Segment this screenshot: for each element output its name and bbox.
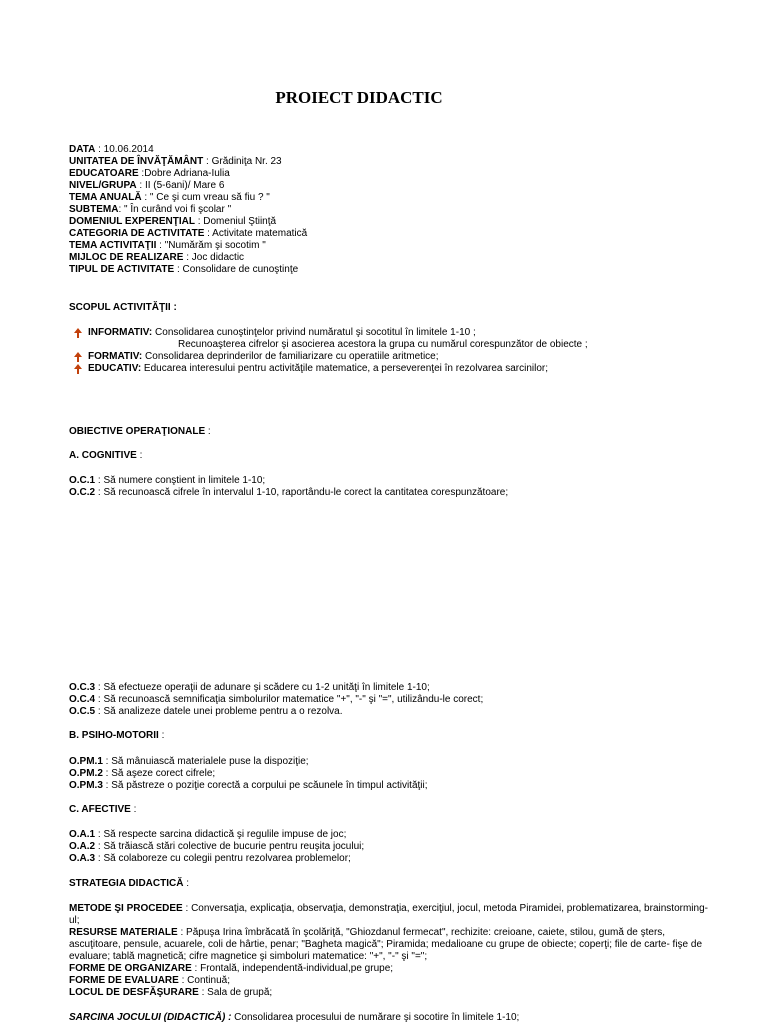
field-educatoare bbox=[69, 168, 230, 180]
arrow-bullet-icon bbox=[73, 364, 83, 378]
field-value: : " În curând voi fi şcolar " bbox=[118, 204, 232, 215]
field-value: : Domeniul Ştiinţă bbox=[194, 216, 277, 227]
field-label: NIVEL/GRUPA bbox=[69, 180, 137, 191]
list-item-educativ bbox=[88, 363, 548, 375]
field-value: : Consolidare de cunoştinţe bbox=[174, 264, 299, 275]
field-value: : II (5-6ani)/ Mare 6 bbox=[136, 180, 225, 191]
list-item-text: Educarea interesului pentru activităţile matematice, a perseverenţei în rezolvarea sarcinilor; bbox=[141, 363, 549, 374]
list-item-continuation: Recunoaşterea cifrelor şi asocierea acestora la grupa cu numărul corespunzător de obiecte ; bbox=[178, 339, 588, 350]
objective-oa1: O.A.1 : Să respecte sarcina didactică şi regulile impuse de joc; bbox=[69, 829, 347, 840]
list-item-label: EDUCATIV: bbox=[88, 363, 142, 374]
list-item-text: Consolidarea deprinderilor de familiarizare cu operatiile aritmetice; bbox=[142, 351, 439, 362]
section-heading-strategia: STRATEGIA DIDACTICĂ : bbox=[69, 878, 190, 889]
subheading-psiho-motorii: B. PSIHO-MOTORII : bbox=[69, 730, 165, 741]
objective-oc5: O.C.5 : Să analizeze datele unei probleme pentru a o rezolva. bbox=[69, 706, 343, 717]
field-label: EDUCATOARE bbox=[69, 168, 139, 179]
field-resurse: RESURSE MATERIALE : Păpuşa Irina îmbrăcată în şcolăriţă, "Ghiozdanul fermecat", rechizite: creioane, caiete, stilou, gumă de şters, ascuţitoare, pensule, acuarele, coli de hârtie, penar; "Bagheta magică"; Piramida; medalioane cu grupe de obiecte; coperţi; file de carte- fişe de evaluare; tablă magnetică; cifre magnetice şi simboluri matematice: "+", "-" şi "="; bbox=[69, 927, 703, 962]
field-locul: LOCUL DE DESFĂŞURARE : Sala de grupă; bbox=[69, 987, 273, 998]
field-metode: METODE ŞI PROCEDEE : Conversaţia, explicaţia, observaţia, demonstraţia, exerciţiul, jocul, metoda Piramidei, problematizarea, brainstorming-ul; bbox=[69, 903, 708, 926]
subheading-cognitive: A. COGNITIVE : bbox=[69, 450, 143, 461]
field-subtema bbox=[69, 204, 231, 216]
field-label: UNITATEA DE ÎNVĂŢĂMÂNT bbox=[69, 156, 204, 167]
objective-opm3: O.PM.3 : Să păstreze o poziţie corectă a corpului pe scăunele în timpul activităţii; bbox=[69, 780, 428, 791]
list-item-formativ bbox=[88, 351, 439, 363]
field-tipul bbox=[69, 264, 298, 276]
field-label: MIJLOC DE REALIZARE bbox=[69, 252, 184, 263]
field-value: : 10.06.2014 bbox=[95, 144, 154, 155]
objective-oa2: O.A.2 : Să trăiască stări colective de bucurie pentru reuşita jocului; bbox=[69, 841, 365, 852]
arrow-bullet-icon bbox=[73, 328, 83, 342]
list-item-text: Consolidarea cunoştinţelor privind număratul şi socotitul în limitele 1-10 ; bbox=[152, 327, 476, 338]
field-value: : Activitate matematică bbox=[204, 228, 308, 239]
field-mijloc bbox=[69, 252, 244, 264]
section-heading-scop: SCOPUL ACTIVITĂŢII : bbox=[69, 302, 177, 313]
list-item-label: FORMATIV: bbox=[88, 351, 143, 362]
field-value: : "Numărăm şi socotim " bbox=[156, 240, 266, 251]
section-heading-obiective: OBIECTIVE OPERAŢIONALE : bbox=[69, 426, 211, 437]
objective-opm1: O.PM.1 : Să mânuiască materialele puse la dispoziţie; bbox=[69, 756, 309, 767]
field-label: SUBTEMA bbox=[69, 204, 119, 215]
objective-oc4: O.C.4 : Să recunoască semnificaţia simbolurilor matematice "+", "-" şi "=", utilizându-le corect; bbox=[69, 694, 484, 705]
field-value: : Grădiniţa Nr. 23 bbox=[203, 156, 282, 167]
field-value: :Dobre Adriana-Iulia bbox=[138, 168, 230, 179]
objective-opm2: O.PM.2 : Să aşeze corect cifrele; bbox=[69, 768, 216, 779]
field-tema-activitatii bbox=[69, 240, 266, 252]
field-label: TIPUL DE ACTIVITATE bbox=[69, 264, 175, 275]
field-data bbox=[69, 144, 154, 156]
objective-oc3: O.C.3 : Să efectueze operaţii de adunare şi scădere cu 1-2 unităţi în limitele 1-10; bbox=[69, 682, 430, 693]
field-label: TEMA ACTIVITAŢII bbox=[69, 240, 157, 251]
field-label: DOMENIUL EXPERENŢIAL bbox=[69, 216, 195, 227]
objective-oc2: O.C.2 : Să recunoască cifrele în intervalul 1-10, raportându-le corect la cantitatea corespunzătoare; bbox=[69, 487, 509, 498]
subheading-afective: C. AFECTIVE : bbox=[69, 804, 137, 815]
field-label: TEMA ANUALĂ bbox=[69, 192, 142, 203]
field-value: : " Ce şi cum vreau să fiu ? " bbox=[141, 192, 270, 203]
objective-oc1: O.C.1 : Să numere conştient in limitele 1-10; bbox=[69, 475, 266, 486]
field-label: CATEGORIA DE ACTIVITATE bbox=[69, 228, 205, 239]
page-title: PROIECT DIDACTIC bbox=[275, 88, 443, 107]
field-tema-anuala bbox=[69, 192, 270, 204]
list-item-label: INFORMATIV: bbox=[88, 327, 153, 338]
field-forme-organizare: FORME DE ORGANIZARE : Frontală, independentă-individual,pe grupe; bbox=[69, 963, 394, 974]
list-item-informativ bbox=[88, 327, 476, 339]
field-domeniul bbox=[69, 216, 276, 228]
objective-oa3: O.A.3 : Să colaboreze cu colegii pentru rezolvarea problemelor; bbox=[69, 853, 351, 864]
field-nivel bbox=[69, 180, 224, 192]
field-unitatea bbox=[69, 156, 282, 168]
field-label: DATA bbox=[69, 144, 96, 155]
field-forme-evaluare: FORME DE EVALUARE : Continuă; bbox=[69, 975, 230, 986]
field-value: : Joc didactic bbox=[183, 252, 245, 263]
field-sarcina-jocului: SARCINA JOCULUI (DIDACTICĂ) : Consolidarea procesului de numărare şi socotire în limitele 1-10; bbox=[69, 1012, 520, 1023]
field-categoria bbox=[69, 228, 307, 240]
